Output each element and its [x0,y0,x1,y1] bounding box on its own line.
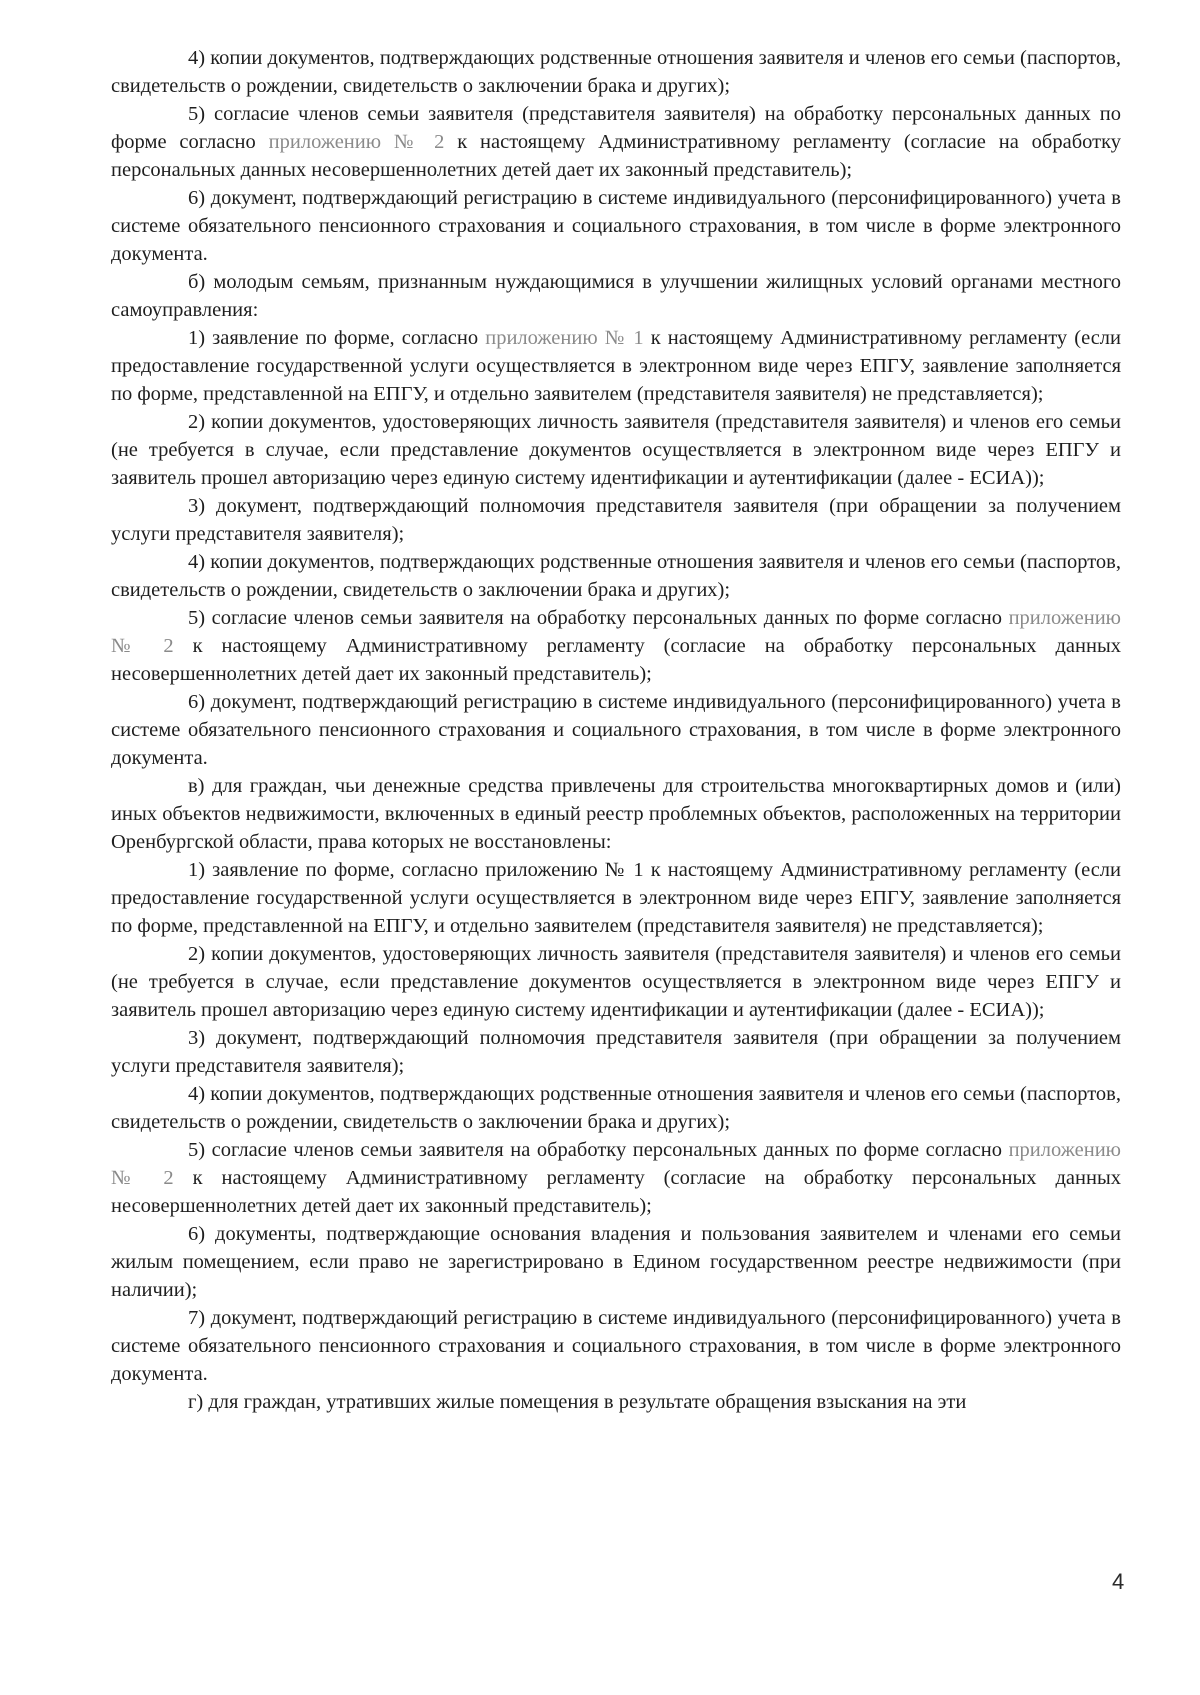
paragraph-text-after-ref: к настоящему Административному регламенту (согласие на обработку персональных данных несовершеннолетних детей дает их законный представитель); [111,131,1122,181]
paragraph: 4) копии документов, подтверждающих родственные отношения заявителя и членов его семьи (паспортов, свидетельств о рождении, свидетельств о заключении брака и других); [111,1083,1121,1133]
paragraph-text-before-ref: 5) согласие членов семьи заявителя на обработку персональных данных по форме согласно [188,607,1009,629]
paragraph [111,604,1121,688]
paragraph [111,324,1121,408]
paragraph: 2) копии документов, удостоверяющих личность заявителя (представителя заявителя) и членов его семьи (не требуется в случае, если представление документов осуществляется в электронном виде через ЕПГУ и заявитель прошел авторизацию через единую систему идентификации и аутентификации (далее - ЕСИА)); [111,943,1121,1021]
paragraph: 6) документ, подтверждающий регистрацию в системе индивидуального (персонифицированного) учета в системе обязательного пенсионного страхования и социального страхования, в том числе в форме электронного документа. [111,187,1121,265]
paragraph: 4) копии документов, подтверждающих родственные отношения заявителя и членов его семьи (паспортов, свидетельств о рождении, свидетельств о заключении брака и других); [111,47,1121,97]
paragraph: 1) заявление по форме, согласно приложению № 1 к настоящему Административному регламенту (если предоставление государственной услуги осуществляется в электронном виде через ЕПГУ, заявление заполняется по форме, представленной на ЕПГУ, и отдельно заявителем (представителя заявителя) не представляется); [111,859,1121,937]
appendix-reference: приложению № 2 [111,607,1121,657]
paragraph [111,100,1121,184]
paragraph [111,1136,1121,1220]
paragraph: 3) документ, подтверждающий полномочия представителя заявителя (при обращении за получением услуги представителя заявителя); [111,1027,1121,1077]
paragraph: 7) документ, подтверждающий регистрацию в системе индивидуального (персонифицированного) учета в системе обязательного пенсионного страхования и социального страхования, в том числе в форме электронного документа. [111,1307,1121,1385]
paragraph: г) для граждан, утративших жилые помещения в результате обращения взыскания на эти [188,1391,967,1413]
appendix-reference: приложению № 1 [485,327,644,349]
paragraph-text-after-ref: к настоящему Административному регламенту (согласие на обработку персональных данных несовершеннолетних детей дает их законный представитель); [111,635,1121,685]
paragraph: 6) документ, подтверждающий регистрацию в системе индивидуального (персонифицированного) учета в системе обязательного пенсионного страхования и социального страхования, в том числе в форме электронного документа. [111,691,1121,769]
document-body [111,44,1121,1416]
paragraph-text-after-ref: к настоящему Административному регламенту (согласие на обработку персональных данных несовершеннолетних детей дает их законный представитель); [111,1167,1121,1217]
paragraph-text-before-ref: 1) заявление по форме, согласно [188,327,486,349]
paragraph-text-before-ref: 5) согласие членов семьи заявителя (представителя заявителя) на обработку персональных данных по форме согласно [111,103,1121,153]
appendix-reference: приложению № 2 [111,1139,1121,1189]
paragraph: 3) документ, подтверждающий полномочия представителя заявителя (при обращении за получением услуги представителя заявителя); [111,495,1121,545]
paragraph: 4) копии документов, подтверждающих родственные отношения заявителя и членов его семьи (паспортов, свидетельств о рождении, свидетельств о заключении брака и других); [111,551,1121,601]
appendix-reference: приложению № 2 [268,131,445,153]
paragraph: в) для граждан, чьи денежные средства привлечены для строительства многоквартирных домов и (или) иных объектов недвижимости, включенных в единый реестр проблемных объектов, расположенных на территории Оренбургской области, права которых не восстановлены: [111,775,1121,853]
paragraph-text-after-ref: к настоящему Административному регламенту (если предоставление государственной услуги осуществляется в электронном виде через ЕПГУ, заявление заполняется по форме, представленной на ЕПГУ, и отдельно заявителем (представителя заявителя) не представляется); [111,327,1121,405]
paragraph: 2) копии документов, удостоверяющих личность заявителя (представителя заявителя) и членов его семьи (не требуется в случае, если представление документов осуществляется в электронном виде через ЕПГУ и заявитель прошел авторизацию через единую систему идентификации и аутентификации (далее - ЕСИА)); [111,411,1121,489]
paragraph: б) молодым семьям, признанным нуждающимися в улучшении жилищных условий органами местного самоуправления: [111,271,1121,321]
paragraph: 6) документы, подтверждающие основания владения и пользования заявителем и членами его семьи жилым помещением, если право не зарегистрировано в Едином государственном реестре недвижимости (при наличии); [111,1223,1121,1301]
paragraph-text-before-ref: 5) согласие членов семьи заявителя на обработку персональных данных по форме согласно [188,1139,1009,1161]
page-number: 4 [1112,1569,1125,1594]
